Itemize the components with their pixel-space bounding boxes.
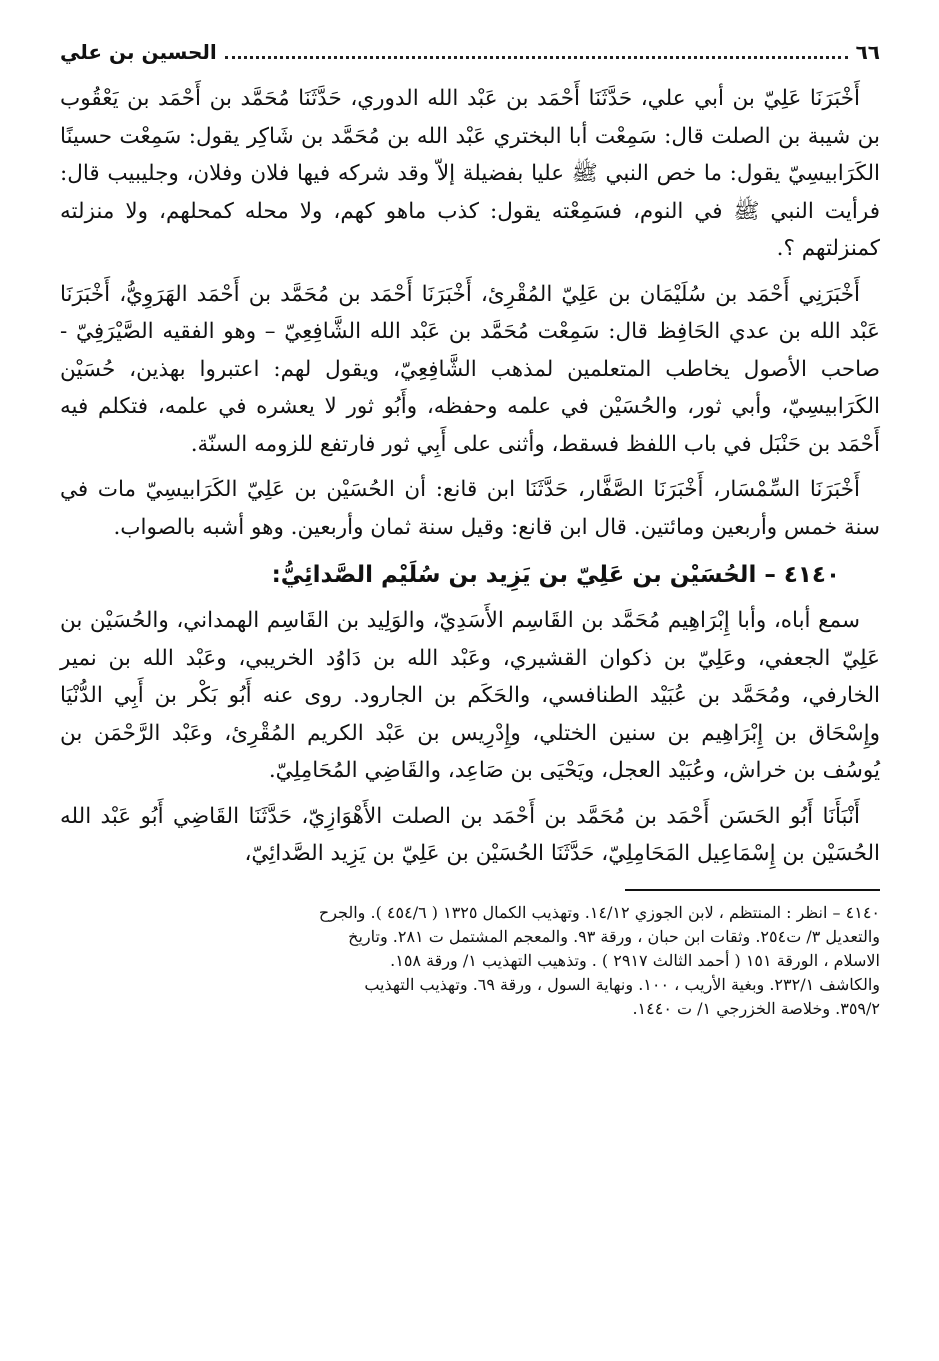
document-page [60, 40, 880, 1021]
footnote-divider [625, 889, 880, 891]
entry-paragraph-1: سمع أباه، وأبا إِبْرَاهِيم مُحَمَّد بن القَاسِم الأَسَدِيّ، والوَلِيد بن القَاسِم الهمداني، والحُسَيْن بن عَلِيّ الجعفي، وعَلِيّ بن ذكوان القشيري، وعَبْد الله بن دَاوُد الخريبي، وعَبْد الله بن نمير الخارفي، ومُحَمَّد بن عُبَيْد الطنافسي، والحَكَم بن الجارود. روى عنه أَبُو بَكْر بن أَبِي الدُّنْيَا وإِسْحَاق بن إِبْرَاهِيم بن سنين الختلي، وإِدْرِيس بن عَبْد الكريم المُقْرِئ، وعَبْد الرَّحْمَن بن يُوسُف بن خراش، وعُبَيْد العجل، ويَحْيَى بن صَاعِد، والقَاضِي المُحَامِلِيّ. [60, 608, 880, 783]
footnote-line: الاسلام ، الورقة ١٥١ ( أحمد الثالث ٢٩١٧ ) . وتذهيب التهذيب ١/ ورقة ١٥٨. [390, 950, 880, 970]
entry-heading: ٤١٤٠ – الحُسَيْن بن عَلِيّ بن يَزِيد بن سُلَيْم الصَّدائِيُّ: [271, 562, 840, 588]
footnote-line: ٣٥٩/٢. وخلاصة الخزرجي ١/ ت ١٤٤٠. [632, 998, 880, 1018]
running-title: الحسين بن علي [60, 40, 217, 64]
footnote-line: والكاشف ٢٣٢/١. وبغية الأريب ، ١٠٠. ونهاية السول ، ورقة ٦٩. وتهذيب التهذيب [364, 974, 880, 994]
main-text [60, 80, 880, 873]
footnote-line: ٤١٤٠ – انظر : المنتظم ، لابن الجوزي ١٤/١٢. وتهذيب الكمال ١٣٢٥ ( ٤٥٤/٦ ). والجرح [318, 902, 880, 922]
footnotes [60, 901, 880, 1021]
paragraph-2: أَخْبَرَنِي أَحْمَد بن سُلَيْمَان بن عَلِيّ المُقْرِئ، أَخْبَرَنَا أَحْمَد بن مُحَمَّد بن أَحْمَد الهَرَوِيُّ، أَخْبَرَنَا عَبْد الله بن عدي الحَافِظ قال: سَمِعْت مُحَمَّد بن عَبْد الله الشَّافِعِيّ – وهو الفقيه الصَّيْرَفِيّ - صاحب الأصول يخاطب المتعلمين لمذهب الشَّافِعِيّ، ويقول لهم: اعتبروا بهذين، حُسَيْن الكَرَابيسِيّ، وأبي ثور، والحُسَيْن في علمه وحفظه، وأَبُو ثور لا يعشره في علمه، فتكلم فيه أَحْمَد بن حَنْبَل في باب اللفظ فسقط، وأثنى على أَبِي ثور فارتفع للزومه السنّة. [60, 281, 880, 457]
entry-paragraph-2: أَنْبَأَنَا أَبُو الحَسَن أَحْمَد بن مُحَمَّد بن أَحْمَد بن الصلت الأَهْوَازِيّ، حَدَّثَنَا القَاضِي أَبُو عَبْد الله الحُسَيْن بن إِسْمَاعِيل المَحَامِلِيّ، حَدَّثَنَا الحُسَيْن بن عَلِيّ بن يَزِيد الصَّدائِيّ، [60, 803, 880, 866]
paragraph-1: أَخْبَرَنَا عَلِيّ بن أبي علي، حَدَّثَنَا أَحْمَد بن عَبْد الله الدوري، حَدَّثَنَا مُحَمَّد بن أَحْمَد بن يَعْقُوب بن شيبة بن الصلت قال: سَمِعْت أبا البختري عَبْد الله بن مُحَمَّد بن شَاكِر يقول: سَمِعْت حسينًا الكَرَابيسِيّ يقول: ما خص النبي ﷺ عليا بفضيلة إلاّ وقد شركه فيها فلان وفلان، وجليبيب قال: فرأيت النبي ﷺ في النوم، فسَمِعْته يقول: كذب ماهو كهم، ولا محله كمحلهم، ولا منزلته كمنزلتهم ؟. [60, 86, 880, 261]
paragraph-3: أَخْبَرَنَا السِّمْسَار، أَخْبَرَنَا الصَّفَّار، حَدَّثَنَا ابن قانع: أن الحُسَيْن بن عَلِيّ الكَرَابيسِيّ مات في سنة خمس وأربعين ومائتين. قال ابن قانع: وقيل سنة ثمان وأربعين. وهو أشبه بالصواب. [60, 477, 880, 540]
footnote-line: والتعديل ٣/ ت٢٥٤. وثقات ابن حبان ، ورقة ٩٣. والمعجم المشتمل ت ٢٨١. وتاريخ [348, 926, 880, 946]
page-number: ٦٦ [855, 40, 880, 64]
page-header [60, 40, 880, 80]
header-dot-leader [225, 55, 848, 59]
